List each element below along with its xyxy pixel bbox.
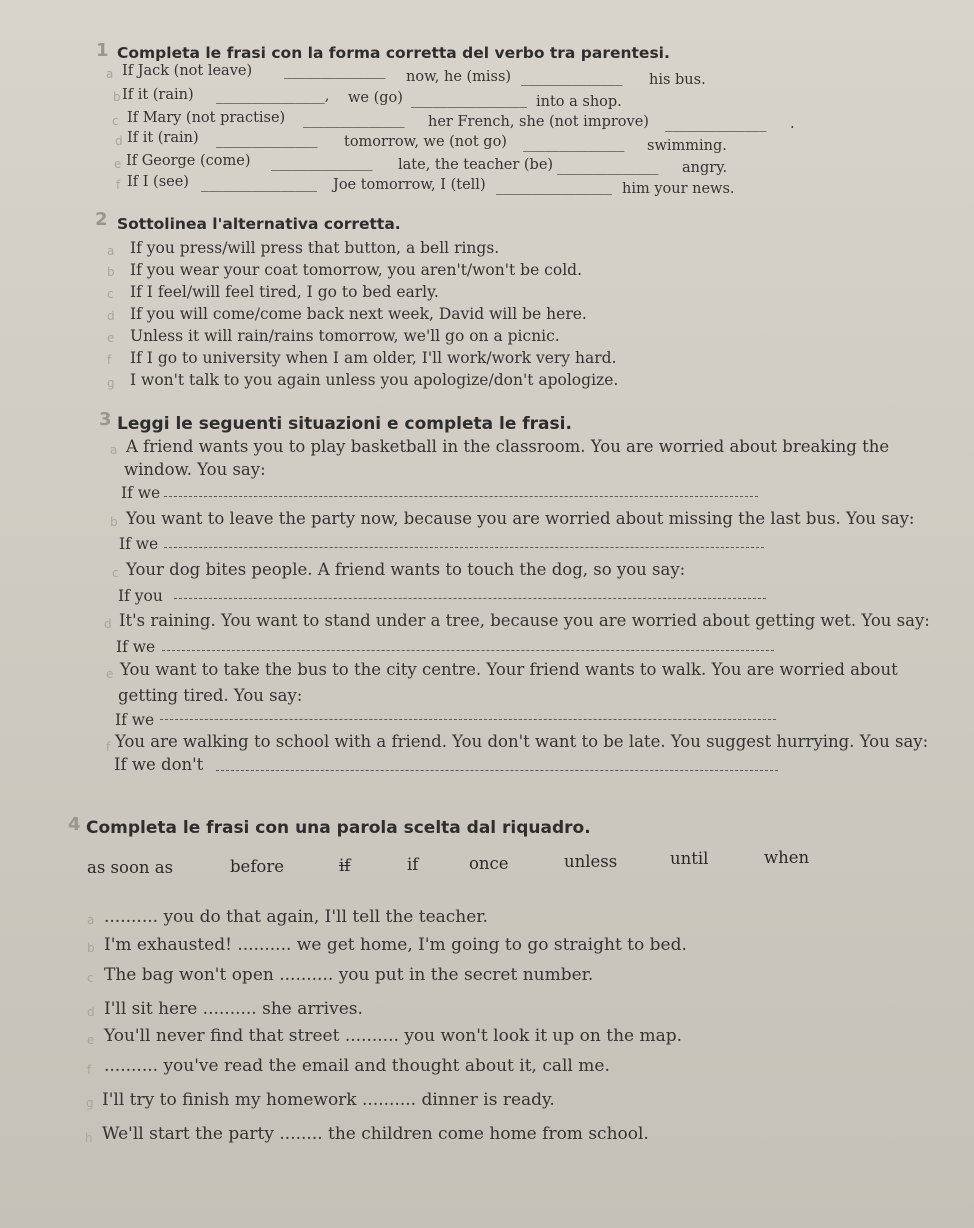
item-c-blank2[interactable]: ______________ (665, 116, 767, 132)
item-b-line1: You want to leave the party now, because you are worried about missing the last bus. You say: (126, 509, 915, 528)
item-letter: d (107, 309, 115, 323)
item-f-after: you've read the email and thought about it, call me. (163, 1056, 610, 1076)
item-e-part3: angry. (682, 160, 728, 176)
item-f-line1: You are walking to school with a friend. You don't want to be late. You suggest hurrying. You say: (115, 732, 929, 751)
item-a-text[interactable]: If you press/will press that button, a bell rings. (130, 239, 500, 257)
item-d-prompt: If we (116, 638, 156, 656)
item-a-line2: window. You say: (124, 460, 266, 479)
section-title: Leggi le seguenti situazioni e completa le frasi. (117, 414, 572, 434)
item-e-part1: If George (come) (126, 153, 251, 169)
section-title: Completa le frasi con la forma corretta del verbo tra parentesi. (117, 44, 670, 62)
item-c-prompt: If you (118, 587, 163, 605)
item-h-after: the children come home from school. (328, 1124, 649, 1144)
section-number: 1 (96, 40, 109, 61)
item-letter: h (85, 1131, 93, 1145)
item-letter: b (110, 515, 118, 529)
item-d-sentence (104, 999, 363, 1019)
item-d-after: she arrives. (262, 999, 363, 1019)
item-a-blank2[interactable]: ______________ (521, 70, 623, 86)
item-e-answer-line[interactable] (160, 719, 776, 720)
item-g-blank[interactable]: .......... (362, 1090, 417, 1110)
item-b-part3: into a shop. (536, 94, 622, 110)
section-title: Sottolinea l'alternativa corretta. (117, 215, 401, 233)
item-c-blank1[interactable]: ______________ (303, 112, 405, 128)
item-e-prompt: If we (115, 711, 155, 729)
item-d-blank2[interactable]: ______________ (523, 136, 625, 152)
item-letter: e (107, 331, 115, 345)
box-word-once: once (469, 854, 509, 873)
item-a-blank[interactable]: .......... (104, 907, 159, 927)
item-letter: c (112, 114, 119, 128)
item-e-line2: getting tired. You say: (118, 686, 303, 705)
item-d-text[interactable]: If you will come/come back next week, David will be here. (130, 305, 587, 323)
item-e-blank1[interactable]: ______________ (271, 155, 373, 171)
item-c-before: The bag won't open (104, 965, 274, 985)
item-c-sentence (104, 965, 593, 985)
item-e-after: you won't look it up on the map. (404, 1026, 683, 1046)
item-b-sentence (104, 935, 687, 955)
item-h-before: We'll start the party (102, 1124, 274, 1144)
item-b-blank1[interactable]: _______________, (216, 88, 330, 104)
item-g-before: I'll try to finish my homework (102, 1090, 357, 1110)
item-a-line1: A friend wants you to play basketball in the classroom. You are worried about breaking the (126, 437, 890, 456)
item-d-answer-line[interactable] (162, 650, 774, 651)
item-d-blank[interactable]: .......... (202, 999, 257, 1019)
item-d-blank1[interactable]: ______________ (216, 132, 318, 148)
item-e-blank2[interactable]: ______________ (557, 159, 659, 175)
item-f-text[interactable]: If I go to university when I am older, I'll work/work very hard. (130, 349, 617, 367)
item-a-after: you do that again, I'll tell the teacher. (163, 907, 488, 927)
item-letter: f (106, 740, 111, 754)
box-word-unless: unless (564, 852, 618, 871)
item-letter: e (106, 667, 114, 681)
item-d-part3: swimming. (647, 138, 727, 154)
section-number: 3 (99, 409, 112, 430)
item-d-part1: If it (rain) (127, 130, 199, 146)
item-a-sentence (104, 907, 488, 927)
section-number: 4 (68, 814, 81, 835)
item-letter: a (107, 244, 115, 258)
item-b-text[interactable]: If you wear your coat tomorrow, you aren't/won't be cold. (130, 261, 582, 279)
section-number: 2 (95, 209, 108, 230)
section-title: Completa le frasi con una parola scelta dal riquadro. (86, 818, 591, 838)
box-word-before: before (230, 857, 285, 876)
item-f-blank[interactable]: .......... (104, 1056, 159, 1076)
item-letter: g (107, 376, 115, 390)
item-letter: b (113, 90, 121, 104)
item-a-prompt: If we (121, 484, 161, 502)
item-d-part2: tomorrow, we (not go) (344, 134, 507, 150)
item-letter: b (87, 941, 95, 955)
item-g-sentence (102, 1090, 555, 1110)
item-letter: b (107, 265, 115, 279)
item-f-part2: Joe tomorrow, I (tell) (333, 177, 486, 193)
item-b-answer-line[interactable] (164, 547, 764, 548)
item-letter: c (112, 566, 119, 580)
item-e-sentence (104, 1026, 682, 1046)
item-d-before: I'll sit here (104, 999, 198, 1019)
item-e-line1: You want to take the bus to the city centre. Your friend wants to walk. You are worried about (120, 660, 898, 679)
item-c-blank[interactable]: .......... (279, 965, 334, 985)
item-c-part1: If Mary (not practise) (127, 110, 286, 126)
item-h-blank[interactable]: ........ (279, 1124, 323, 1144)
box-word-when: when (764, 848, 810, 867)
item-b-blank[interactable]: .......... (237, 935, 292, 955)
box-word-until: until (670, 849, 709, 868)
item-b-before: I'm exhausted! (104, 935, 232, 955)
item-c-after: you put in the secret number. (338, 965, 594, 985)
item-c-line1: Your dog bites people. A friend wants to touch the dog, so you say: (126, 560, 686, 579)
item-f-prompt: If we don't (114, 755, 204, 774)
item-b-part1: If it (rain) (122, 87, 194, 103)
item-e-text[interactable]: Unless it will rain/rains tomorrow, we'll go on a picnic. (130, 327, 560, 345)
item-h-sentence (102, 1124, 649, 1144)
item-letter: a (110, 443, 118, 457)
item-letter: f (107, 353, 112, 367)
item-f-blank1[interactable]: ________________ (201, 176, 317, 192)
item-letter: f (87, 1063, 92, 1077)
item-a-blank1[interactable]: ______________ (284, 63, 386, 79)
item-b-blank2[interactable]: ________________ (411, 92, 527, 108)
item-letter: a (87, 913, 95, 927)
item-letter: d (115, 134, 123, 148)
item-a-answer-line[interactable] (164, 496, 758, 497)
item-b-part2: we (go) (348, 90, 403, 106)
item-d-line1: It's raining. You want to stand under a tree, because you are worried about getting wet. You say: (119, 611, 930, 630)
item-f-part1: If I (see) (127, 174, 189, 190)
box-word-as-soon-as: as soon as (87, 858, 174, 877)
item-b-after: we get home, I'm going to go straight to bed. (296, 935, 687, 955)
item-letter: e (114, 157, 122, 171)
item-a-part3: his bus. (649, 72, 706, 88)
item-c-part2: her French, she (not improve) (428, 114, 649, 130)
item-g-text[interactable]: I won't talk to you again unless you apologize/don't apologize. (130, 371, 619, 389)
item-e-part2: late, the teacher (be) (398, 157, 554, 173)
item-f-blank2[interactable]: ________________ (496, 179, 612, 195)
item-f-sentence (104, 1056, 610, 1076)
item-letter: d (104, 617, 112, 631)
item-g-after: dinner is ready. (421, 1090, 555, 1110)
item-letter: f (116, 178, 121, 192)
item-letter: d (87, 1005, 95, 1019)
item-e-blank[interactable]: .......... (344, 1026, 399, 1046)
item-f-part3: him your news. (622, 181, 735, 197)
box-word-if: if (407, 855, 419, 874)
box-word-if-crossed: if (339, 856, 351, 875)
item-letter: a (106, 67, 114, 81)
item-b-prompt: If we (119, 535, 159, 553)
item-c-answer-line[interactable] (174, 598, 766, 599)
item-a-part1: If Jack (not leave) (122, 63, 253, 79)
item-letter: g (86, 1096, 94, 1110)
item-letter: e (87, 1033, 95, 1047)
item-letter: c (107, 287, 114, 301)
item-e-before: You'll never find that street (104, 1026, 340, 1046)
item-c-text[interactable]: If I feel/will feel tired, I go to bed early. (130, 283, 439, 301)
item-c-part3: . (790, 116, 795, 132)
item-f-answer-line[interactable] (216, 770, 778, 771)
item-letter: c (87, 971, 94, 985)
item-a-part2: now, he (miss) (406, 69, 512, 85)
